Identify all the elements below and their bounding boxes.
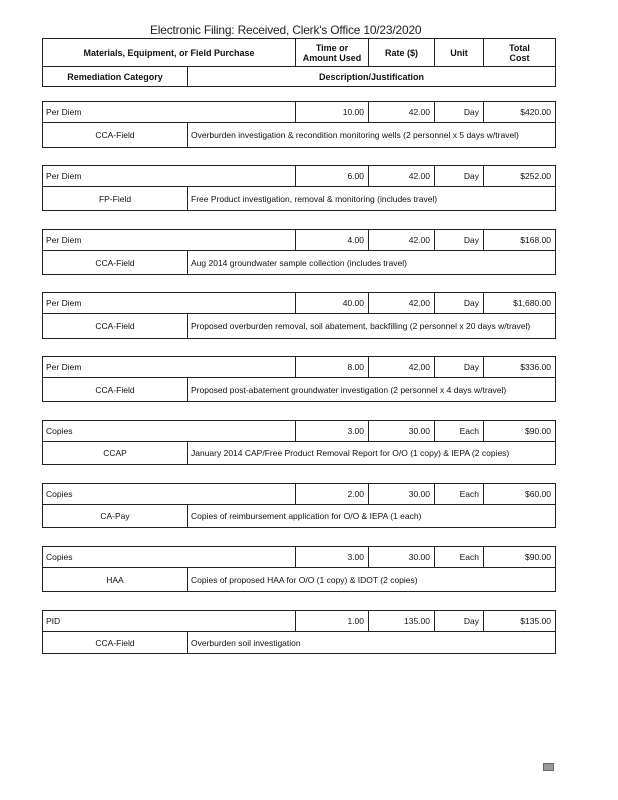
entry-description: Free Product investigation, removal & monitoring (includes travel): [191, 193, 438, 204]
entry-amount: 2.00: [296, 484, 369, 504]
entry-unit: Day: [435, 611, 484, 631]
entry-detail-row: [42, 442, 556, 465]
entry-total: $135.00: [520, 616, 551, 626]
header-total-line1: Total: [509, 42, 530, 53]
entry-row: [42, 356, 556, 378]
entry-row: [42, 610, 556, 632]
entry-description: Copies of reimbursement application for O/O & IEPA (1 each): [191, 511, 422, 521]
entry-detail-row: [42, 505, 556, 528]
entry-description: January 2014 CAP/Free Product Removal Report for O/O (1 copy) & IEPA (2 copies): [191, 448, 510, 458]
entry-detail-row: [42, 251, 556, 275]
entry-detail-row: [42, 314, 556, 339]
entry-description: Overburden soil investigation: [191, 637, 301, 648]
header-total-cost: [484, 39, 555, 66]
entry-amount: 40.00: [296, 293, 369, 313]
entry-description: Copies of proposed HAA for O/O (1 copy) & IDOT (2 copies): [191, 574, 418, 585]
entry-category: FP-Field: [43, 187, 188, 210]
entry-item: Per Diem: [43, 166, 296, 186]
entry-item: Per Diem: [43, 357, 296, 377]
entry-unit: Day: [435, 357, 484, 377]
entry-item: Per Diem: [43, 293, 296, 313]
entry-rate: 30.00: [369, 484, 435, 504]
entry-total: $90.00: [525, 426, 551, 436]
header-unit: Unit: [435, 39, 484, 66]
entry-total: $168.00: [520, 235, 551, 245]
entry-detail-row: [42, 187, 556, 211]
entry-row: [42, 229, 556, 251]
entry-item: Per Diem: [43, 230, 296, 250]
entry-rate: 135.00: [369, 611, 435, 631]
entry-unit: Each: [435, 484, 484, 504]
entry-category: HAA: [43, 568, 188, 591]
entry-item: Per Diem: [43, 102, 296, 122]
table-header: [42, 38, 556, 67]
entry-unit: Each: [435, 547, 484, 567]
header-time-line1: Time or: [315, 42, 349, 53]
entry-unit: Day: [435, 230, 484, 250]
entry-row: [42, 420, 556, 442]
entry-amount: 6.00: [296, 166, 369, 186]
entry-rate: 42.00: [369, 357, 435, 377]
entry-rate: 30.00: [369, 547, 435, 567]
entry-total: $252.00: [520, 171, 551, 181]
entry-rate: 42.00: [369, 293, 435, 313]
entry-item: Copies: [43, 484, 296, 504]
header-description: Description/Justification: [318, 71, 425, 82]
entry-detail-row: [42, 378, 556, 402]
header-time-amount: [296, 39, 369, 66]
entry-amount: 10.00: [296, 102, 369, 122]
entry-total: $420.00: [520, 107, 551, 117]
entry-item: Copies: [43, 421, 296, 441]
header-materials: Materials, Equipment, or Field Purchase: [43, 39, 296, 66]
entry-rate: 42.00: [369, 102, 435, 122]
entry-unit: Day: [435, 166, 484, 186]
entry-total: $90.00: [525, 552, 551, 562]
header-time-line2: Amount Used: [302, 52, 362, 63]
entry-total: $60.00: [525, 489, 551, 499]
entry-description: Aug 2014 groundwater sample collection (includes travel): [191, 257, 407, 268]
entry-category: CA-Pay: [43, 505, 188, 527]
header-total-line2: Cost: [509, 52, 530, 63]
filing-stamp: Electronic Filing: Received, Clerk's Office 10/23/2020: [150, 23, 422, 37]
entry-description: Overburden investigation & recondition monitoring wells (2 personnel x 5 days w/travel): [191, 130, 519, 140]
entry-category: CCA-Field: [43, 632, 188, 653]
entry-category: CCA-Field: [43, 314, 188, 338]
entry-category: CCAP: [43, 442, 188, 464]
entry-detail-row: [42, 568, 556, 592]
entry-unit: Each: [435, 421, 484, 441]
header-remediation-category: Remediation Category: [43, 67, 188, 86]
entry-category: CCA-Field: [43, 251, 188, 274]
entry-category: CCA-Field: [43, 378, 188, 401]
entry-amount: 1.00: [296, 611, 369, 631]
entry-total: $1,680.00: [513, 298, 551, 308]
entry-description: Proposed post-abatement groundwater investigation (2 personnel x 4 days w/travel): [191, 384, 507, 395]
header-rate: Rate ($): [369, 39, 435, 66]
entry-description: Proposed overburden removal, soil abatement, backfilling (2 personnel x 20 days w/travel): [191, 321, 531, 331]
entry-row: [42, 546, 556, 568]
entry-unit: Day: [435, 102, 484, 122]
entry-rate: 30.00: [369, 421, 435, 441]
entry-amount: 8.00: [296, 357, 369, 377]
entry-row: [42, 292, 556, 314]
entry-item: PID: [43, 611, 296, 631]
entry-amount: 3.00: [296, 421, 369, 441]
entry-detail-row: [42, 123, 556, 148]
entry-detail-row: [42, 632, 556, 654]
entry-row: [42, 101, 556, 123]
entry-rate: 42.00: [369, 230, 435, 250]
entry-total: $336.00: [520, 362, 551, 372]
entry-row: [42, 165, 556, 187]
entry-rate: 42.00: [369, 166, 435, 186]
entry-row: [42, 483, 556, 505]
entry-amount: 3.00: [296, 547, 369, 567]
entry-amount: 4.00: [296, 230, 369, 250]
entry-item: Copies: [43, 547, 296, 567]
page-corner-mark: [543, 763, 554, 771]
entry-category: CCA-Field: [43, 123, 188, 147]
entry-unit: Day: [435, 293, 484, 313]
table-subheader: [42, 67, 556, 87]
